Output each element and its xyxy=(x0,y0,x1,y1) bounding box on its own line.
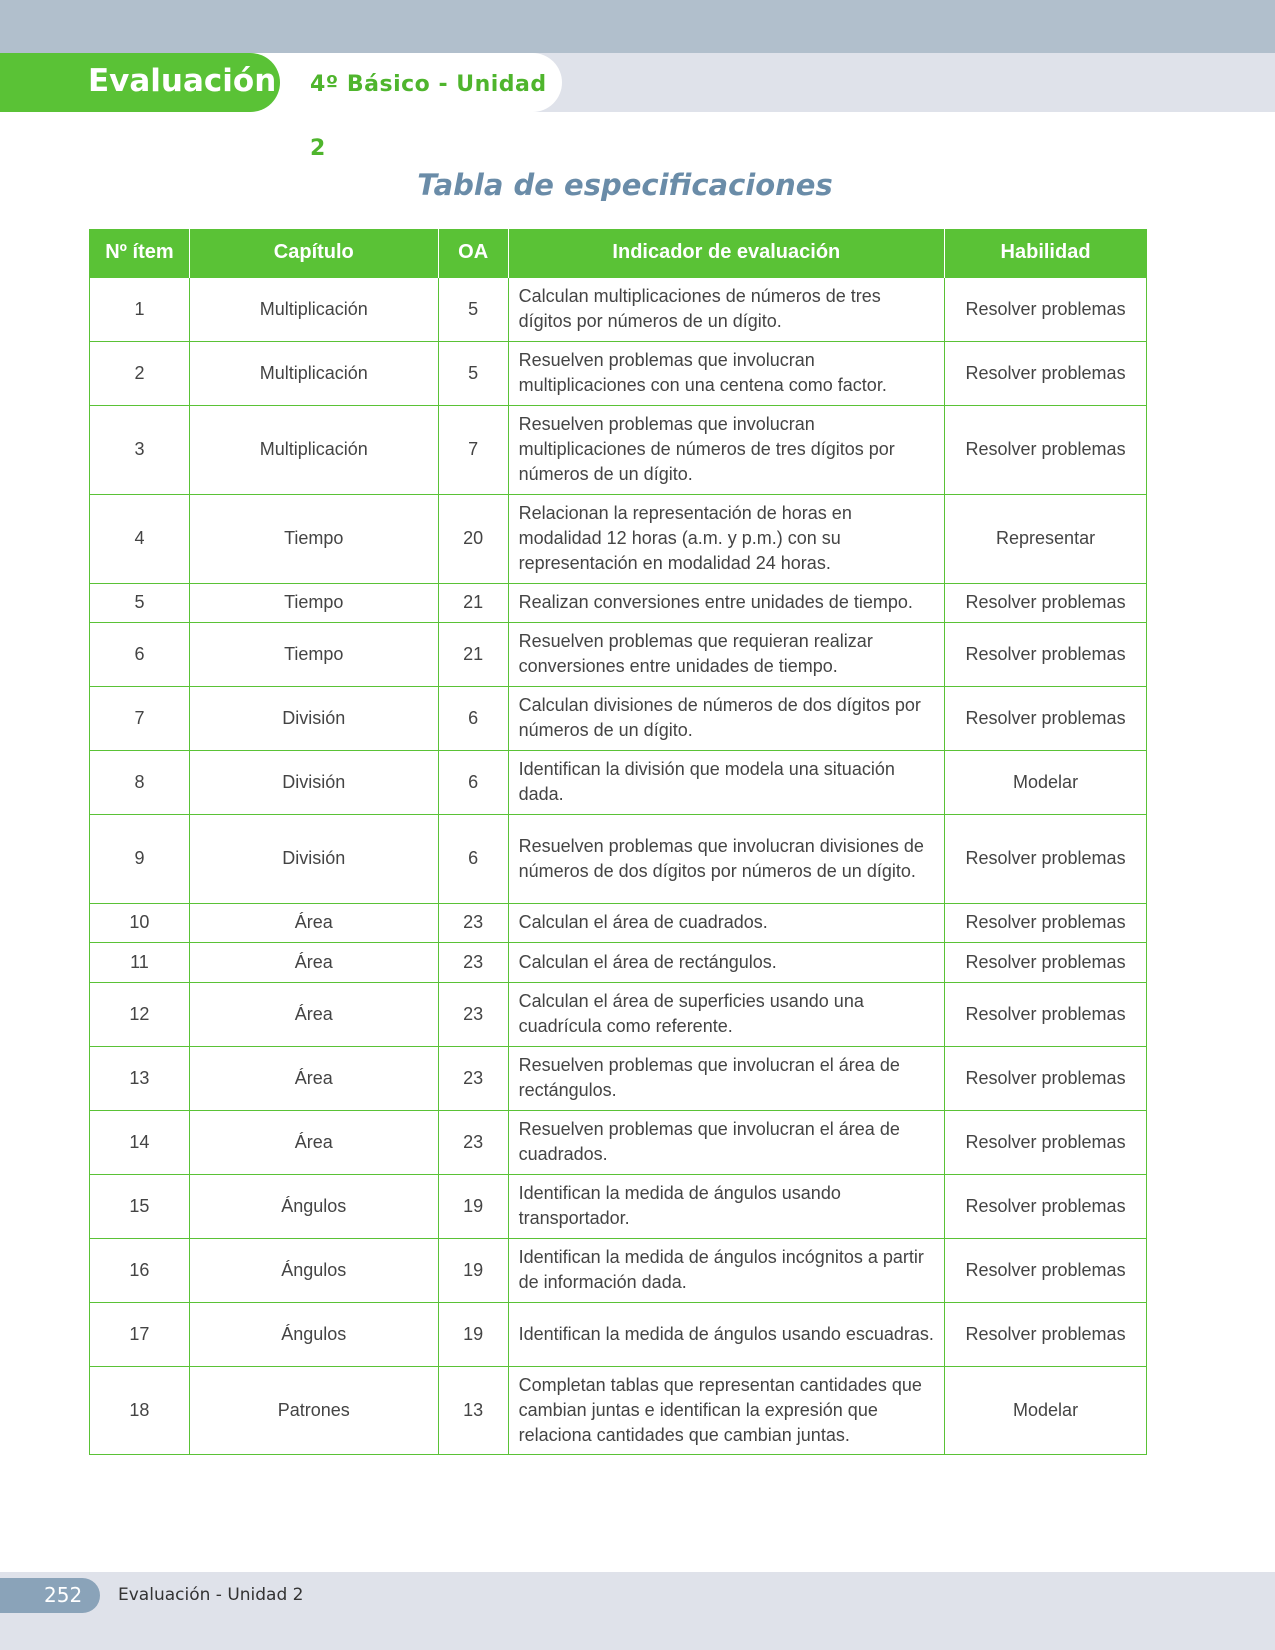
cell-skill: Representar xyxy=(945,494,1147,583)
cell-indicator: Resuelven problemas que involucran divisiones de números de dos dígitos por números de un dígito. xyxy=(508,814,944,903)
cell-item-number: 13 xyxy=(90,1046,190,1110)
table-row xyxy=(90,405,1147,494)
cell-oa: 23 xyxy=(438,982,508,1046)
cell-item-number: 9 xyxy=(90,814,190,903)
cell-chapter: Tiempo xyxy=(189,583,438,622)
cell-skill: Modelar xyxy=(945,1366,1147,1454)
cell-oa: 23 xyxy=(438,942,508,982)
cell-skill: Resolver problemas xyxy=(945,583,1147,622)
cell-item-number: 1 xyxy=(90,277,190,341)
cell-oa: 7 xyxy=(438,405,508,494)
cell-oa: 23 xyxy=(438,1046,508,1110)
cell-item-number: 2 xyxy=(90,341,190,405)
table-row xyxy=(90,903,1147,942)
cell-item-number: 18 xyxy=(90,1366,190,1454)
cell-indicator: Calculan el área de superficies usando una cuadrícula como referente. xyxy=(508,982,944,1046)
cell-item-number: 6 xyxy=(90,622,190,686)
cell-item-number: 15 xyxy=(90,1174,190,1238)
cell-skill: Resolver problemas xyxy=(945,405,1147,494)
cell-indicator: Relacionan la representación de horas en modalidad 12 horas (a.m. y p.m.) con su representación en modalidad 24 horas. xyxy=(508,494,944,583)
cell-skill: Modelar xyxy=(945,750,1147,814)
cell-item-number: 10 xyxy=(90,903,190,942)
footer xyxy=(0,1572,1275,1650)
cell-oa: 19 xyxy=(438,1174,508,1238)
cell-oa: 6 xyxy=(438,814,508,903)
cell-chapter: Ángulos xyxy=(189,1174,438,1238)
cell-chapter: División xyxy=(189,750,438,814)
table-row xyxy=(90,1174,1147,1238)
cell-item-number: 17 xyxy=(90,1302,190,1366)
cell-oa: 23 xyxy=(438,903,508,942)
table-row xyxy=(90,942,1147,982)
cell-oa: 19 xyxy=(438,1302,508,1366)
cell-indicator: Identifican la medida de ángulos usando escuadras. xyxy=(508,1302,944,1366)
cell-item-number: 8 xyxy=(90,750,190,814)
cell-chapter: Tiempo xyxy=(189,494,438,583)
cell-indicator: Realizan conversiones entre unidades de tiempo. xyxy=(508,583,944,622)
cell-chapter: División xyxy=(189,814,438,903)
table-row xyxy=(90,1110,1147,1174)
cell-chapter: Multiplicación xyxy=(189,405,438,494)
cell-oa: 23 xyxy=(438,1110,508,1174)
cell-item-number: 11 xyxy=(90,942,190,982)
cell-skill: Resolver problemas xyxy=(945,903,1147,942)
table-row xyxy=(90,814,1147,903)
header-item-number: Nº ítem xyxy=(90,229,190,277)
cell-skill: Resolver problemas xyxy=(945,1238,1147,1302)
cell-item-number: 14 xyxy=(90,1110,190,1174)
cell-item-number: 5 xyxy=(90,583,190,622)
header-indicator: Indicador de evaluación xyxy=(508,229,944,277)
cell-chapter: Área xyxy=(189,1046,438,1110)
cell-oa: 6 xyxy=(438,750,508,814)
cell-chapter: Área xyxy=(189,942,438,982)
cell-chapter: Área xyxy=(189,903,438,942)
cell-oa: 21 xyxy=(438,622,508,686)
cell-skill: Resolver problemas xyxy=(945,686,1147,750)
cell-indicator: Resuelven problemas que involucran el área de cuadrados. xyxy=(508,1110,944,1174)
cell-skill: Resolver problemas xyxy=(945,341,1147,405)
cell-indicator: Identifican la medida de ángulos incógnitos a partir de información dada. xyxy=(508,1238,944,1302)
cell-oa: 5 xyxy=(438,277,508,341)
cell-skill: Resolver problemas xyxy=(945,1046,1147,1110)
cell-oa: 21 xyxy=(438,583,508,622)
table-header xyxy=(90,229,1147,277)
table-row xyxy=(90,1302,1147,1366)
cell-oa: 5 xyxy=(438,341,508,405)
cell-skill: Resolver problemas xyxy=(945,1174,1147,1238)
cell-oa: 13 xyxy=(438,1366,508,1454)
cell-chapter: Tiempo xyxy=(189,622,438,686)
cell-skill: Resolver problemas xyxy=(945,277,1147,341)
cell-item-number: 4 xyxy=(90,494,190,583)
header-oa: OA xyxy=(438,229,508,277)
page-title: Tabla de especificaciones xyxy=(417,168,833,202)
table-row xyxy=(90,494,1147,583)
cell-skill: Resolver problemas xyxy=(945,942,1147,982)
header-chapter: Capítulo xyxy=(189,229,438,277)
cell-chapter: Patrones xyxy=(189,1366,438,1454)
table-row xyxy=(90,277,1147,341)
cell-indicator: Resuelven problemas que involucran multiplicaciones de números de tres dígitos por números de un dígito. xyxy=(508,405,944,494)
cell-indicator: Calculan multiplicaciones de números de tres dígitos por números de un dígito. xyxy=(508,277,944,341)
unit-subtitle: 4º Básico - Unidad 2 xyxy=(310,72,547,161)
cell-skill: Resolver problemas xyxy=(945,814,1147,903)
cell-indicator: Identifican la división que modela una situación dada. xyxy=(508,750,944,814)
footer-label: Evaluación - Unidad 2 xyxy=(118,1585,304,1605)
specifications-table xyxy=(89,229,1147,1455)
cell-chapter: Área xyxy=(189,982,438,1046)
table-row xyxy=(90,686,1147,750)
top-bar xyxy=(0,0,1275,53)
table-row xyxy=(90,341,1147,405)
cell-oa: 19 xyxy=(438,1238,508,1302)
cell-item-number: 7 xyxy=(90,686,190,750)
cell-indicator: Resuelven problemas que involucran multiplicaciones con una centena como factor. xyxy=(508,341,944,405)
cell-indicator: Calculan el área de rectángulos. xyxy=(508,942,944,982)
cell-skill: Resolver problemas xyxy=(945,1110,1147,1174)
table-row xyxy=(90,622,1147,686)
cell-indicator: Calculan el área de cuadrados. xyxy=(508,903,944,942)
cell-indicator: Resuelven problemas que involucran el área de rectángulos. xyxy=(508,1046,944,1110)
table-row xyxy=(90,982,1147,1046)
cell-oa: 6 xyxy=(438,686,508,750)
cell-item-number: 3 xyxy=(90,405,190,494)
cell-chapter: Ángulos xyxy=(189,1238,438,1302)
cell-indicator: Completan tablas que representan cantidades que cambian juntas e identifican la expresión que relaciona cantidades que cambian juntas. xyxy=(508,1366,944,1454)
cell-skill: Resolver problemas xyxy=(945,982,1147,1046)
cell-chapter: División xyxy=(189,686,438,750)
cell-oa: 20 xyxy=(438,494,508,583)
cell-chapter: Multiplicación xyxy=(189,277,438,341)
cell-indicator: Identifican la medida de ángulos usando transportador. xyxy=(508,1174,944,1238)
cell-item-number: 12 xyxy=(90,982,190,1046)
table-row xyxy=(90,1366,1147,1454)
table-row xyxy=(90,583,1147,622)
table-row xyxy=(90,1046,1147,1110)
page-number: 252 xyxy=(0,1578,100,1613)
table-row xyxy=(90,1238,1147,1302)
cell-chapter: Multiplicación xyxy=(189,341,438,405)
header-skill: Habilidad xyxy=(945,229,1147,277)
table-row xyxy=(90,750,1147,814)
cell-skill: Resolver problemas xyxy=(945,622,1147,686)
section-tab: Evaluación xyxy=(0,53,280,112)
cell-chapter: Área xyxy=(189,1110,438,1174)
cell-item-number: 16 xyxy=(90,1238,190,1302)
header-band xyxy=(0,53,1275,161)
cell-chapter: Ángulos xyxy=(189,1302,438,1366)
cell-indicator: Calculan divisiones de números de dos dígitos por números de un dígito. xyxy=(508,686,944,750)
cell-skill: Resolver problemas xyxy=(945,1302,1147,1366)
cell-indicator: Resuelven problemas que requieran realizar conversiones entre unidades de tiempo. xyxy=(508,622,944,686)
